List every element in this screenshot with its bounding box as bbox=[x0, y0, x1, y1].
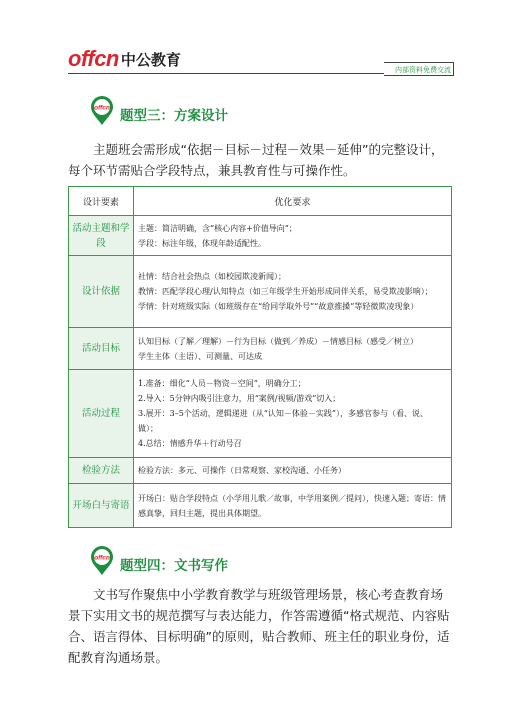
table-row bbox=[69, 216, 452, 256]
row-label: 活动过程 bbox=[69, 370, 134, 458]
pin-logo-text: offcn bbox=[94, 554, 110, 562]
row-content bbox=[134, 256, 452, 328]
table-row bbox=[69, 484, 452, 528]
logo-en: offcn bbox=[68, 46, 119, 71]
table-header-row bbox=[69, 187, 452, 216]
row-label: 活动主题和学段 bbox=[69, 216, 134, 256]
section4-heading bbox=[90, 546, 228, 576]
section4-intro: 文书写作聚焦中小学教育教学与班级管理场景，核心考查教育场景下实用文书的规范撰写与表达能力，作答需遵循“格式规范、内容贴合、语言得体、目标明确”的原则，贴合教师、班主任的职业身份，适配教育沟通场景。 bbox=[68, 587, 450, 665]
location-pin-icon bbox=[90, 96, 114, 126]
row-label: 检验方法 bbox=[69, 458, 134, 484]
section4-title: 题型四：文书写作 bbox=[120, 558, 228, 574]
row-label: 开场白与寄语 bbox=[69, 484, 134, 528]
table-row bbox=[69, 256, 452, 328]
content-line: 学情：针对班级实际（如班级存在“给同学取外号”“故意推搡”等轻微欺凌现象） bbox=[138, 302, 419, 311]
content-line: 主题：简洁明确，含“核心内容+价值导向”； bbox=[138, 223, 297, 233]
row-content bbox=[134, 484, 452, 528]
content-line: 开场白：贴合学段特点（小学用儿歌／故事，中学用案例／提问），快速入题；寄语：情感真挚，回归主题，提出具体期望。 bbox=[138, 493, 446, 518]
section3-intro: 主题班会需形成“依据－目标－过程－效果－延伸”的完整设计，每个环节需贴合学段特点，兼具教育性与可操作性。 bbox=[68, 142, 444, 178]
content-line: 3.展开：3–5个活动，逻辑递进（从“认知－体验－实践”），多感官参与（看、说、做）； bbox=[138, 409, 428, 433]
table-row bbox=[69, 458, 452, 484]
content-line: 学段：标注年级，体现年龄适配性。 bbox=[138, 238, 266, 248]
header-tag: 内部资料免费交流 bbox=[384, 62, 454, 76]
logo-cn: 中公教育 bbox=[120, 50, 181, 69]
page-header bbox=[0, 0, 513, 78]
row-label: 设计依据 bbox=[69, 256, 134, 328]
row-label: 活动目标 bbox=[69, 328, 134, 370]
content-line: 1.准备：细化“人员－物资－空间”，明确分工； bbox=[138, 379, 306, 388]
content-line: 认知目标（了解／理解）－行为目标（做到／养成）－情感目标（感受／树立） bbox=[138, 336, 418, 346]
table-row bbox=[69, 370, 452, 458]
row-content bbox=[134, 458, 452, 484]
content-line: 学生主体（主语）、可测量、可达成 bbox=[138, 351, 262, 361]
table-row bbox=[69, 328, 452, 370]
content-line: 检验方法：多元、可操作（日常观察、家校沟通、小任务） bbox=[138, 466, 346, 475]
row-content bbox=[134, 328, 452, 370]
content-line: 教情：匹配学段心理/认知特点（如三年级学生开始形成同伴关系，易受欺凌影响）； bbox=[138, 287, 433, 296]
pin-logo-text: offcn bbox=[94, 104, 110, 112]
table-header-cell: 设计要素 bbox=[69, 187, 134, 216]
header-divider bbox=[68, 73, 384, 74]
content-line: 2.导入：5分钟内吸引注意力，用“案例/视频/游戏”切入； bbox=[138, 394, 341, 403]
table-header-cell: 优化要求 bbox=[134, 187, 452, 216]
row-content bbox=[134, 216, 452, 256]
section3-heading bbox=[90, 96, 228, 126]
content-line: 社情：结合社会热点（如校园欺凌新闻）； bbox=[138, 272, 286, 281]
offcn-logo bbox=[68, 46, 181, 72]
location-pin-icon bbox=[90, 546, 114, 576]
design-requirements-table bbox=[68, 186, 452, 528]
content-line: 4.总结：情感升华＋行动号召 bbox=[138, 439, 242, 448]
row-content bbox=[134, 370, 452, 458]
section3-title: 题型三：方案设计 bbox=[120, 108, 228, 124]
